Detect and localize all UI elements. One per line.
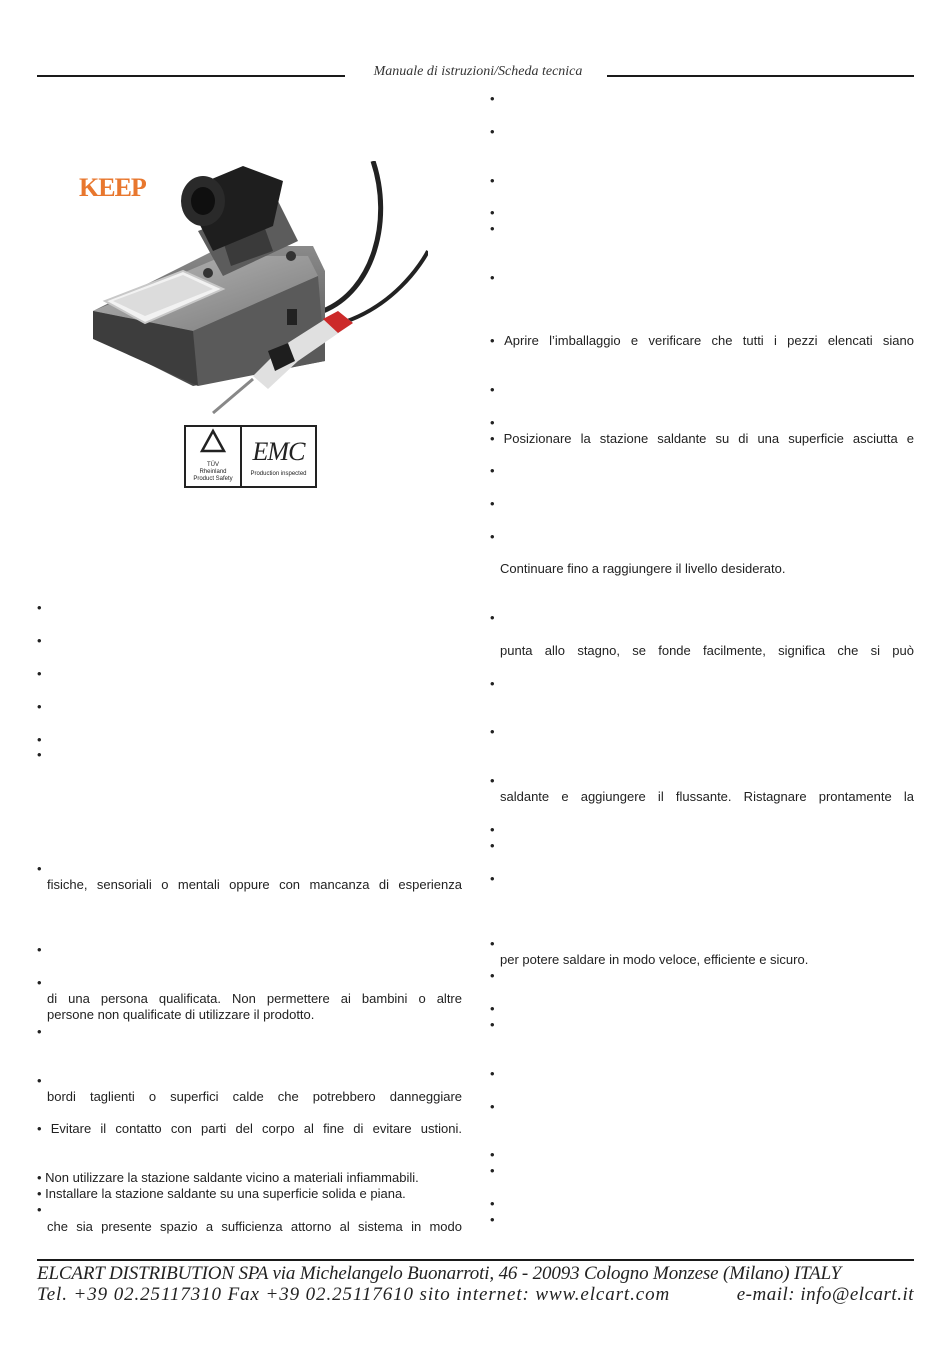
list-bullet: • xyxy=(490,173,495,188)
emc-caption: Production inspected xyxy=(250,471,307,477)
list-bullet: • xyxy=(490,1099,495,1114)
list-bullet: • xyxy=(490,1147,495,1162)
text-punta-stagno: punta allo stagno, se fonde facilmente, significa che si può xyxy=(500,643,914,658)
list-bullet: • xyxy=(490,124,495,139)
list-bullet: • xyxy=(37,942,42,957)
list-bullet: • xyxy=(37,633,42,648)
product-photo xyxy=(73,161,428,423)
emc-certification-mark xyxy=(240,425,317,488)
text-bordi-taglienti: bordi taglienti o superfici calde che potrebbero danneggiare xyxy=(47,1089,462,1104)
text-fisiche: fisiche, sensoriali o mentali oppure con mancanza di esperienza xyxy=(47,877,462,892)
footer-rule xyxy=(37,1259,914,1261)
list-bullet: • xyxy=(37,1024,42,1039)
list-bullet: • xyxy=(490,415,495,430)
list-bullet: • xyxy=(37,732,42,747)
footer-address: ELCART DISTRIBUTION SPA via Michelangelo Buonarroti, 46 - 20093 Cologno Monzese (Milano) ITALY xyxy=(37,1263,842,1284)
list-bullet: • xyxy=(490,463,495,478)
list-bullet: • xyxy=(37,975,42,990)
list-bullet: • xyxy=(490,91,495,106)
list-bullet: • xyxy=(490,270,495,285)
list-bullet: • xyxy=(490,1163,495,1178)
list-bullet: • xyxy=(490,773,495,788)
list-bullet: • xyxy=(490,1017,495,1032)
list-bullet: • xyxy=(37,699,42,714)
list-bullet: • xyxy=(490,1212,495,1227)
text-materiali-infiammabili: • Non utilizzare la stazione saldante vicino a materiali infiammabili. xyxy=(37,1170,419,1185)
list-bullet: • xyxy=(490,1066,495,1081)
list-bullet: • xyxy=(37,861,42,876)
list-bullet: • xyxy=(490,724,495,739)
emc-logo: EMC xyxy=(252,437,305,466)
list-bullet: • xyxy=(37,747,42,762)
list-bullet: • xyxy=(490,838,495,853)
text-persone-non-qualificate: persone non qualificate di utilizzare il prodotto. xyxy=(47,1007,315,1022)
footer-phone-website: Tel. +39 02.25117310 Fax +39 02.25117610 sito internet: www.elcart.com xyxy=(37,1284,671,1305)
list-bullet: • xyxy=(490,676,495,691)
text-saldante-flussante: saldante e aggiungere il flussante. Ristagnare prontamente la xyxy=(500,789,914,804)
list-bullet: • xyxy=(37,666,42,681)
brand-logo: KEEP xyxy=(79,173,146,202)
text-posizionare: • Posizionare la stazione saldante su di una superficie asciutta e xyxy=(490,431,914,446)
text-continuare: Continuare fino a raggiungere il livello desiderato. xyxy=(500,561,786,576)
header-rule-left xyxy=(37,75,345,77)
list-bullet: • xyxy=(490,610,495,625)
list-bullet: • xyxy=(37,600,42,615)
list-bullet: • xyxy=(37,1202,42,1217)
text-spazio-sufficienza: che sia presente spazio a sufficienza attorno al sistema in modo xyxy=(47,1219,462,1234)
list-bullet: • xyxy=(490,968,495,983)
text-saldare-sicuro: per potere saldare in modo veloce, efficiente e sicuro. xyxy=(500,952,809,967)
list-bullet: • xyxy=(490,382,495,397)
text-evitare-contatto: • Evitare il contatto con parti del corpo al fine di evitare ustioni. xyxy=(37,1121,462,1136)
list-bullet: • xyxy=(37,1073,42,1088)
text-installare: • Installare la stazione saldante su una superficie solida e piana. xyxy=(37,1186,406,1201)
header-rule-right xyxy=(607,75,914,77)
list-bullet: • xyxy=(490,205,495,220)
footer-contacts xyxy=(37,1284,914,1306)
list-bullet: • xyxy=(490,871,495,886)
list-bullet: • xyxy=(490,1196,495,1211)
page-title: Manuale di istruzioni/Scheda tecnica xyxy=(373,64,583,79)
list-bullet: • xyxy=(490,822,495,837)
tuv-product-safety-label: Product Safety xyxy=(193,476,233,482)
list-bullet: • xyxy=(490,221,495,236)
tuv-triangle-icon xyxy=(186,427,240,457)
list-bullet: • xyxy=(490,529,495,544)
text-aprire-imballaggio: • Aprire l’imballaggio e verificare che tutti i pezzi elencati siano xyxy=(490,333,914,348)
tuv-rheinland-label: Rheinland xyxy=(199,469,227,475)
tuv-label: TÜV xyxy=(207,462,219,468)
list-bullet: • xyxy=(490,496,495,511)
text-persona-qualificata: di una persona qualificata. Non permettere ai bambini o altre xyxy=(47,991,462,1006)
tuv-certification-mark xyxy=(184,425,242,488)
list-bullet: • xyxy=(490,1001,495,1016)
footer-email: e-mail: info@elcart.it xyxy=(736,1284,914,1305)
list-bullet: • xyxy=(490,936,495,951)
